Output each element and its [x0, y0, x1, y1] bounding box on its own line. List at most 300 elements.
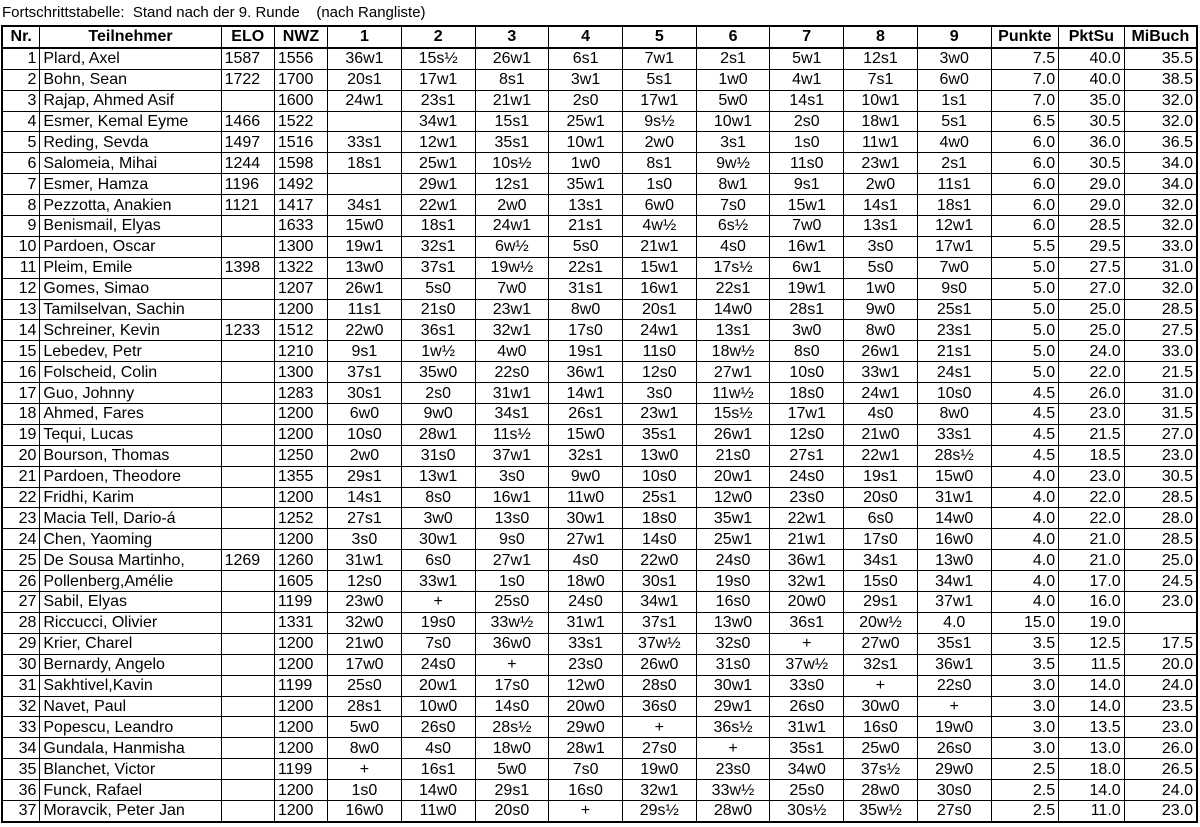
- col-participant-cell: Bernardy, Angelo: [40, 654, 221, 675]
- col-round-2-cell: 7s0: [401, 633, 475, 654]
- col-nwz-cell: 1200: [274, 780, 327, 801]
- col-round-8-cell: 28w0: [844, 780, 918, 801]
- col-nwz-cell: 1199: [274, 592, 327, 613]
- col-buchholz-cell: 23.0: [1124, 717, 1197, 738]
- col-round-1-cell: 10s0: [328, 424, 402, 445]
- col-round-2-cell: 2s0: [401, 383, 475, 404]
- col-buchholz-cell: 32.0: [1124, 195, 1197, 216]
- col-round-8-cell: 29s1: [844, 592, 918, 613]
- col-round-9-cell: 12w1: [917, 216, 991, 237]
- col-round-2-cell: 26s0: [401, 717, 475, 738]
- col-round-8-cell: 23w1: [844, 153, 918, 174]
- table-row: [2, 320, 1197, 341]
- col-round-5-cell: 32w1: [622, 780, 696, 801]
- col-nr-cell: 8: [2, 195, 40, 216]
- table-row: [2, 299, 1197, 320]
- col-buchholz-cell: 38.5: [1124, 69, 1197, 90]
- col-round-3-cell: 27w1: [475, 550, 549, 571]
- col-round-8-cell: 35w½: [844, 800, 918, 821]
- col-participant-cell: Esmer, Kemal Eyme: [40, 111, 221, 132]
- col-round-4-cell: +: [549, 800, 623, 821]
- col-round-9-cell: 16w0: [917, 529, 991, 550]
- col-round-2-cell: 17w1: [401, 69, 475, 90]
- col-points-cell: 15.0: [991, 612, 1059, 633]
- col-round-9-cell: 11s1: [917, 174, 991, 195]
- col-elo-cell: [221, 571, 274, 592]
- col-round-6-cell: 6s½: [696, 216, 770, 237]
- col-buchholz-cell: 32.0: [1124, 278, 1197, 299]
- col-round-5-cell: +: [622, 717, 696, 738]
- col-buchholz-cell: 28.5: [1124, 487, 1197, 508]
- col-elo-cell: [221, 717, 274, 738]
- col-round-9-cell: 30s0: [917, 780, 991, 801]
- table-row: [2, 466, 1197, 487]
- table-row: [2, 257, 1197, 278]
- col-nr-cell: 19: [2, 424, 40, 445]
- col-points-cell: 7.5: [991, 48, 1059, 69]
- col-round-8-cell: 6s0: [844, 508, 918, 529]
- col-round-5-cell: 2w0: [622, 132, 696, 153]
- col-elo-cell: 1587: [221, 48, 274, 69]
- col-nwz-cell: 1200: [274, 717, 327, 738]
- col-round-4-cell: 15w0: [549, 424, 623, 445]
- col-round-7-cell: 32w1: [770, 571, 844, 592]
- col-round-5-cell: 17w1: [622, 90, 696, 111]
- col-round-9-cell: 21s1: [917, 341, 991, 362]
- col-elo-cell: [221, 216, 274, 237]
- col-round-2-cell: 28w1: [401, 424, 475, 445]
- col-participant-cell: Chen, Yaoming: [40, 529, 221, 550]
- col-elo-cell: [221, 278, 274, 299]
- col-participant-cell: Bohn, Sean: [40, 69, 221, 90]
- table-row: [2, 571, 1197, 592]
- col-round-4-cell: 16s0: [549, 780, 623, 801]
- col-round-4-cell: 7s0: [549, 759, 623, 780]
- col-round-5-cell: 16w1: [622, 278, 696, 299]
- col-round-6-cell: 7s0: [696, 195, 770, 216]
- col-round-4-cell: 8w0: [549, 299, 623, 320]
- col-round-7-cell: 30s½: [770, 800, 844, 821]
- table-row: [2, 90, 1197, 111]
- col-round-2-cell: 25w1: [401, 153, 475, 174]
- col-round-7-cell: 20w0: [770, 592, 844, 613]
- col-round-4-header: 4: [549, 26, 623, 48]
- col-nwz-cell: 1200: [274, 487, 327, 508]
- col-round-1-cell: 21w0: [328, 633, 402, 654]
- col-round-5-cell: 19w0: [622, 759, 696, 780]
- col-participant-cell: Bourson, Thomas: [40, 445, 221, 466]
- col-participant-cell: Navet, Paul: [40, 696, 221, 717]
- col-round-8-cell: 24w1: [844, 383, 918, 404]
- col-round-7-cell: 22w1: [770, 508, 844, 529]
- col-round-3-cell: 31w1: [475, 383, 549, 404]
- col-elo-cell: [221, 424, 274, 445]
- col-points-sum-cell: 21.0: [1059, 550, 1125, 571]
- col-nr-cell: 35: [2, 759, 40, 780]
- col-points-sum-cell: 29.5: [1059, 236, 1125, 257]
- col-round-8-cell: 3s0: [844, 236, 918, 257]
- col-round-7-cell: 37w½: [770, 654, 844, 675]
- col-nwz-cell: 1260: [274, 550, 327, 571]
- col-elo-cell: 1466: [221, 111, 274, 132]
- col-round-5-cell: 27s0: [622, 738, 696, 759]
- col-round-8-cell: 19s1: [844, 466, 918, 487]
- col-round-7-cell: 9s1: [770, 174, 844, 195]
- col-round-3-cell: 18w0: [475, 738, 549, 759]
- col-round-7-cell: +: [770, 633, 844, 654]
- col-round-3-cell: 17s0: [475, 675, 549, 696]
- col-round-7-cell: 10s0: [770, 362, 844, 383]
- col-round-3-cell: 28s½: [475, 717, 549, 738]
- col-points-sum-cell: 40.0: [1059, 69, 1125, 90]
- col-round-2-cell: 37s1: [401, 257, 475, 278]
- col-round-6-cell: 9w½: [696, 153, 770, 174]
- col-round-9-cell: 17w1: [917, 236, 991, 257]
- col-round-4-cell: 10w1: [549, 132, 623, 153]
- col-elo-cell: [221, 738, 274, 759]
- col-round-1-cell: 25s0: [328, 675, 402, 696]
- col-points-sum-cell: 22.0: [1059, 362, 1125, 383]
- col-round-1-cell: 1s0: [328, 780, 402, 801]
- col-nr-cell: 21: [2, 466, 40, 487]
- col-round-5-cell: 30s1: [622, 571, 696, 592]
- col-elo-cell: [221, 236, 274, 257]
- col-points-cell: 5.0: [991, 341, 1059, 362]
- col-buchholz-cell: 34.0: [1124, 174, 1197, 195]
- col-round-9-cell: 9s0: [917, 278, 991, 299]
- col-round-4-cell: 33s1: [549, 633, 623, 654]
- col-round-5-cell: 34w1: [622, 592, 696, 613]
- col-elo-cell: [221, 445, 274, 466]
- col-buchholz-header: MiBuch: [1124, 26, 1197, 48]
- col-round-6-cell: 23s0: [696, 759, 770, 780]
- col-round-5-cell: 28s0: [622, 675, 696, 696]
- col-elo-cell: 1497: [221, 132, 274, 153]
- col-points-cell: 7.0: [991, 90, 1059, 111]
- col-round-6-cell: 27w1: [696, 362, 770, 383]
- table-title: Fortschrittstabelle: Stand nach der 9. Runde (nach Rangliste): [2, 4, 426, 21]
- col-round-3-cell: 22s0: [475, 362, 549, 383]
- col-points-cell: 6.0: [991, 153, 1059, 174]
- col-nr-cell: 34: [2, 738, 40, 759]
- col-round-1-cell: 30s1: [328, 383, 402, 404]
- col-round-1-cell: [328, 174, 402, 195]
- col-round-3-cell: 34s1: [475, 404, 549, 425]
- col-round-8-cell: 10w1: [844, 90, 918, 111]
- col-elo-cell: [221, 487, 274, 508]
- col-nwz-cell: 1200: [274, 404, 327, 425]
- col-round-2-cell: 35w0: [401, 362, 475, 383]
- col-nr-cell: 11: [2, 257, 40, 278]
- col-round-6-cell: 36s½: [696, 717, 770, 738]
- table-row: [2, 174, 1197, 195]
- col-points-sum-cell: 19.0: [1059, 612, 1125, 633]
- col-round-7-cell: 2s0: [770, 111, 844, 132]
- col-nwz-cell: 1200: [274, 654, 327, 675]
- col-round-4-cell: 35w1: [549, 174, 623, 195]
- col-elo-cell: [221, 675, 274, 696]
- table-row: [2, 529, 1197, 550]
- col-round-8-cell: 34s1: [844, 550, 918, 571]
- col-points-cell: 4.0: [991, 529, 1059, 550]
- col-round-4-cell: 6s1: [549, 48, 623, 69]
- col-participant-cell: Schreiner, Kevin: [40, 320, 221, 341]
- col-nwz-cell: 1556: [274, 48, 327, 69]
- col-round-5-cell: 6w0: [622, 195, 696, 216]
- col-nr-cell: 9: [2, 216, 40, 237]
- col-buchholz-cell: 23.5: [1124, 696, 1197, 717]
- col-round-5-cell: 25s1: [622, 487, 696, 508]
- col-points-header: Punkte: [991, 26, 1059, 48]
- col-round-1-cell: 20s1: [328, 69, 402, 90]
- col-participant-cell: Pollenberg,Amélie: [40, 571, 221, 592]
- col-round-6-cell: 15s½: [696, 404, 770, 425]
- col-points-cell: 4.5: [991, 445, 1059, 466]
- col-round-9-cell: 25s1: [917, 299, 991, 320]
- col-points-cell: 4.5: [991, 383, 1059, 404]
- col-round-6-cell: 35w1: [696, 508, 770, 529]
- col-round-9-cell: 2s1: [917, 153, 991, 174]
- col-points-sum-cell: 22.0: [1059, 487, 1125, 508]
- col-round-8-cell: 25w0: [844, 738, 918, 759]
- col-nwz-cell: 1200: [274, 800, 327, 821]
- col-round-2-cell: 15s½: [401, 48, 475, 69]
- col-buchholz-cell: 32.0: [1124, 216, 1197, 237]
- col-round-3-cell: 8s1: [475, 69, 549, 90]
- col-round-6-cell: 19s0: [696, 571, 770, 592]
- col-round-7-cell: 3w0: [770, 320, 844, 341]
- col-round-7-cell: 8s0: [770, 341, 844, 362]
- col-nwz-cell: 1210: [274, 341, 327, 362]
- col-round-7-cell: 24s0: [770, 466, 844, 487]
- col-nwz-cell: 1199: [274, 675, 327, 696]
- table-row: [2, 195, 1197, 216]
- table-row: [2, 487, 1197, 508]
- col-buchholz-cell: 27.0: [1124, 424, 1197, 445]
- col-round-9-cell: 4.0: [917, 612, 991, 633]
- col-nr-cell: 13: [2, 299, 40, 320]
- col-round-8-cell: 33w1: [844, 362, 918, 383]
- col-round-1-cell: 29s1: [328, 466, 402, 487]
- col-buchholz-cell: 17.5: [1124, 633, 1197, 654]
- col-buchholz-cell: 25.0: [1124, 550, 1197, 571]
- col-buchholz-cell: 26.5: [1124, 759, 1197, 780]
- col-nr-cell: 29: [2, 633, 40, 654]
- col-nr-cell: 2: [2, 69, 40, 90]
- col-buchholz-cell: 24.0: [1124, 675, 1197, 696]
- col-round-2-cell: 34w1: [401, 111, 475, 132]
- col-points-sum-cell: 21.0: [1059, 529, 1125, 550]
- col-round-8-cell: 37s½: [844, 759, 918, 780]
- col-round-4-cell: 36w1: [549, 362, 623, 383]
- col-round-3-cell: 12s1: [475, 174, 549, 195]
- col-nr-cell: 37: [2, 800, 40, 821]
- table-row: [2, 675, 1197, 696]
- col-points-sum-header: PktSu: [1059, 26, 1125, 48]
- col-buchholz-cell: 23.0: [1124, 800, 1197, 821]
- col-nwz-cell: 1199: [274, 759, 327, 780]
- col-round-6-cell: 29w1: [696, 696, 770, 717]
- col-nr-header: Nr.: [2, 26, 40, 48]
- col-round-4-cell: 5s0: [549, 236, 623, 257]
- col-points-sum-cell: 14.0: [1059, 780, 1125, 801]
- col-round-2-cell: 32s1: [401, 236, 475, 257]
- col-buchholz-cell: 31.5: [1124, 404, 1197, 425]
- col-buchholz-cell: 20.0: [1124, 654, 1197, 675]
- col-buchholz-cell: 28.0: [1124, 508, 1197, 529]
- col-elo-cell: [221, 633, 274, 654]
- col-round-7-cell: 31w1: [770, 717, 844, 738]
- col-nwz-cell: 1417: [274, 195, 327, 216]
- col-round-7-cell: 4w1: [770, 69, 844, 90]
- col-round-6-cell: 5w0: [696, 90, 770, 111]
- col-round-6-cell: 13w0: [696, 612, 770, 633]
- col-nr-cell: 14: [2, 320, 40, 341]
- col-points-cell: 6.0: [991, 174, 1059, 195]
- col-elo-cell: 1233: [221, 320, 274, 341]
- col-participant-cell: Blanchet, Victor: [40, 759, 221, 780]
- col-round-1-cell: 8w0: [328, 738, 402, 759]
- col-points-cell: 2.5: [991, 780, 1059, 801]
- col-nwz-cell: 1355: [274, 466, 327, 487]
- col-round-2-cell: 10w0: [401, 696, 475, 717]
- col-round-8-cell: 5s0: [844, 257, 918, 278]
- col-round-4-cell: 4s0: [549, 550, 623, 571]
- col-round-9-cell: 6w0: [917, 69, 991, 90]
- col-round-5-cell: 9s½: [622, 111, 696, 132]
- col-buchholz-cell: 32.0: [1124, 90, 1197, 111]
- col-round-8-cell: 17s0: [844, 529, 918, 550]
- col-round-1-cell: 5w0: [328, 717, 402, 738]
- table-row: [2, 111, 1197, 132]
- col-round-1-cell: 16w0: [328, 800, 402, 821]
- col-points-sum-cell: 27.0: [1059, 278, 1125, 299]
- col-buchholz-cell: 26.0: [1124, 738, 1197, 759]
- col-round-3-cell: +: [475, 654, 549, 675]
- col-round-4-cell: 20w0: [549, 696, 623, 717]
- col-round-5-cell: 14s0: [622, 529, 696, 550]
- col-round-1-cell: 9s1: [328, 341, 402, 362]
- table-row: [2, 738, 1197, 759]
- progress-table: [1, 25, 1198, 823]
- col-nwz-cell: 1522: [274, 111, 327, 132]
- col-elo-cell: [221, 696, 274, 717]
- col-round-5-cell: 3s0: [622, 383, 696, 404]
- col-round-3-cell: 9s0: [475, 529, 549, 550]
- col-nr-cell: 27: [2, 592, 40, 613]
- col-round-9-cell: 27s0: [917, 800, 991, 821]
- col-round-5-cell: 36s0: [622, 696, 696, 717]
- col-points-cell: 6.5: [991, 111, 1059, 132]
- col-nr-cell: 3: [2, 90, 40, 111]
- col-round-1-cell: 33s1: [328, 132, 402, 153]
- col-buchholz-cell: 24.5: [1124, 571, 1197, 592]
- col-elo-cell: [221, 592, 274, 613]
- col-points-cell: 3.0: [991, 696, 1059, 717]
- col-round-7-header: 7: [770, 26, 844, 48]
- col-round-5-cell: 15w1: [622, 257, 696, 278]
- col-round-3-cell: 37w1: [475, 445, 549, 466]
- col-round-8-cell: 13s1: [844, 216, 918, 237]
- table-row: [2, 48, 1197, 69]
- col-nwz-header: NWZ: [274, 26, 327, 48]
- col-round-6-cell: 11w½: [696, 383, 770, 404]
- col-round-9-cell: 14w0: [917, 508, 991, 529]
- col-round-6-cell: 3s1: [696, 132, 770, 153]
- col-nwz-cell: 1200: [274, 633, 327, 654]
- table-row: [2, 592, 1197, 613]
- col-round-2-cell: 19s0: [401, 612, 475, 633]
- col-round-3-cell: 7w0: [475, 278, 549, 299]
- col-round-5-cell: 8s1: [622, 153, 696, 174]
- col-buchholz-cell: 21.5: [1124, 362, 1197, 383]
- col-buchholz-cell: 33.0: [1124, 341, 1197, 362]
- col-points-sum-cell: 11.5: [1059, 654, 1125, 675]
- col-nr-cell: 18: [2, 404, 40, 425]
- col-round-8-cell: 26w1: [844, 341, 918, 362]
- col-round-4-cell: 21s1: [549, 216, 623, 237]
- col-round-4-cell: 31s1: [549, 278, 623, 299]
- col-round-4-cell: 17s0: [549, 320, 623, 341]
- col-nr-cell: 17: [2, 383, 40, 404]
- col-nr-cell: 6: [2, 153, 40, 174]
- col-points-sum-cell: 13.5: [1059, 717, 1125, 738]
- col-nr-cell: 1: [2, 48, 40, 69]
- col-buchholz-cell: 27.5: [1124, 320, 1197, 341]
- col-nwz-cell: 1250: [274, 445, 327, 466]
- col-round-1-cell: 15w0: [328, 216, 402, 237]
- col-points-cell: 6.0: [991, 132, 1059, 153]
- col-nwz-cell: 1200: [274, 696, 327, 717]
- col-round-9-header: 9: [917, 26, 991, 48]
- col-round-8-cell: 1w0: [844, 278, 918, 299]
- col-round-3-cell: 13s0: [475, 508, 549, 529]
- col-participant-cell: Krier, Charel: [40, 633, 221, 654]
- col-buchholz-cell: 31.0: [1124, 383, 1197, 404]
- col-nwz-cell: 1252: [274, 508, 327, 529]
- col-participant-cell: Gomes, Simao: [40, 278, 221, 299]
- col-round-3-cell: 2w0: [475, 195, 549, 216]
- col-elo-cell: [221, 508, 274, 529]
- col-round-5-cell: 23w1: [622, 404, 696, 425]
- col-round-1-cell: 28s1: [328, 696, 402, 717]
- col-nr-cell: 31: [2, 675, 40, 696]
- col-points-cell: 6.0: [991, 216, 1059, 237]
- col-participant-cell: Pezzotta, Anakien: [40, 195, 221, 216]
- col-round-1-cell: 36w1: [328, 48, 402, 69]
- col-nwz-cell: 1300: [274, 236, 327, 257]
- col-round-1-cell: 13w0: [328, 257, 402, 278]
- col-round-2-cell: 23s1: [401, 90, 475, 111]
- col-round-4-cell: 27w1: [549, 529, 623, 550]
- table-row: [2, 153, 1197, 174]
- col-round-9-cell: 23s1: [917, 320, 991, 341]
- col-buchholz-cell: 24.0: [1124, 780, 1197, 801]
- col-round-8-cell: 16s0: [844, 717, 918, 738]
- col-participant-cell: Gundala, Hanmisha: [40, 738, 221, 759]
- col-nwz-cell: 1492: [274, 174, 327, 195]
- col-round-6-cell: +: [696, 738, 770, 759]
- col-nr-cell: 12: [2, 278, 40, 299]
- col-participant-cell: Plard, Axel: [40, 48, 221, 69]
- col-round-3-header: 3: [475, 26, 549, 48]
- col-elo-cell: [221, 654, 274, 675]
- table-row: [2, 424, 1197, 445]
- col-participant-cell: Benismail, Elyas: [40, 216, 221, 237]
- col-round-5-cell: 26w0: [622, 654, 696, 675]
- col-round-3-cell: 29s1: [475, 780, 549, 801]
- col-round-6-cell: 2s1: [696, 48, 770, 69]
